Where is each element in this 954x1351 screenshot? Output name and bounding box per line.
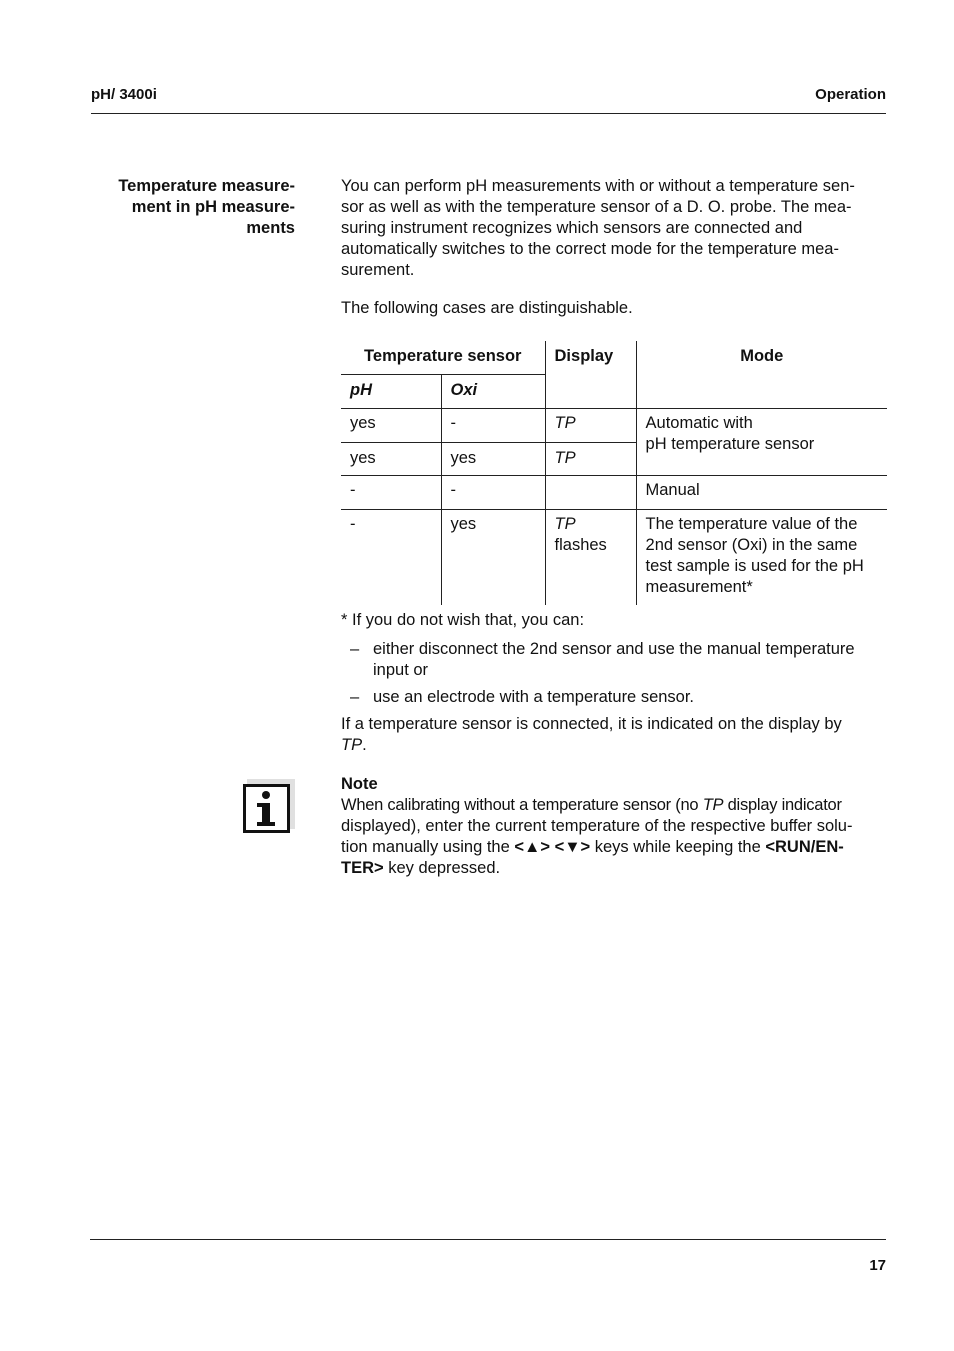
table-row: yes - TP Automatic with pH temperature sensor: [341, 408, 887, 442]
up-key: <▲>: [514, 838, 550, 856]
sensor-mode-table: [341, 341, 887, 605]
note-title: Note: [341, 775, 378, 793]
header-ph: pH: [341, 374, 441, 408]
info-icon: [243, 779, 295, 833]
header-mode: Mode: [636, 341, 887, 408]
run-enter-key-cont: TER>: [341, 859, 384, 877]
note-block: Note When calibrating without a temperature sensor (no TP display indicator displayed), enter the current temperature of the respective buffer solu- tion manually using the <▲> <▼> keys while keeping the <RUN/EN- TER> key depressed.: [341, 774, 887, 879]
run-enter-key: <RUN/EN-: [765, 838, 844, 856]
indicator-paragraph: If a temperature sensor is connected, it is indicated on the display by TP.: [341, 715, 842, 754]
cases-paragraph: The following cases are distinguishable.: [341, 299, 633, 317]
intro-paragraph: You can perform pH measurements with or without a temperature sen- sor as well as with the temperature sensor of a D. O. probe. The mea- suring instrument recognizes which sensors are connected and automatically switches to the correct mode for the temperature mea- surement.: [341, 177, 855, 279]
header-rule: [91, 113, 886, 114]
page-number: 17: [869, 1257, 886, 1274]
running-header-right: Operation: [815, 86, 886, 103]
header-display: Display: [545, 341, 636, 408]
section-heading: Temperature measure- ment in pH measure- ments: [118, 177, 295, 237]
header-oxi: Oxi: [441, 374, 545, 408]
down-key: <▼>: [554, 838, 591, 856]
table-row: - - Manual: [341, 475, 887, 509]
dash-bullet: –: [350, 688, 360, 706]
running-header-left: pH/ 3400i: [91, 86, 157, 103]
list-item: – use an electrode with a temperature sensor.: [350, 688, 695, 706]
footnote-lead: * If you do not wish that, you can:: [341, 611, 585, 629]
mode-automatic: Automatic with pH temperature sensor: [636, 408, 887, 475]
mode-manual: Manual: [636, 475, 887, 509]
table-row: - yes TP flashes The temperature value of the 2nd sensor (Oxi) in the same test sample is used for the pH measurement*: [341, 509, 887, 605]
header-temperature-sensor: Temperature sensor: [364, 347, 522, 365]
footer-rule: [90, 1239, 886, 1240]
table-row: yes yes TP: [341, 442, 887, 475]
mode-second-sensor: The temperature value of the 2nd sensor (Oxi) in the same test sample is used for the pH measurement*: [636, 509, 887, 605]
list-item: – either disconnect the 2nd sensor and use the manual temperature input or: [350, 640, 855, 679]
dash-bullet: –: [350, 640, 360, 658]
